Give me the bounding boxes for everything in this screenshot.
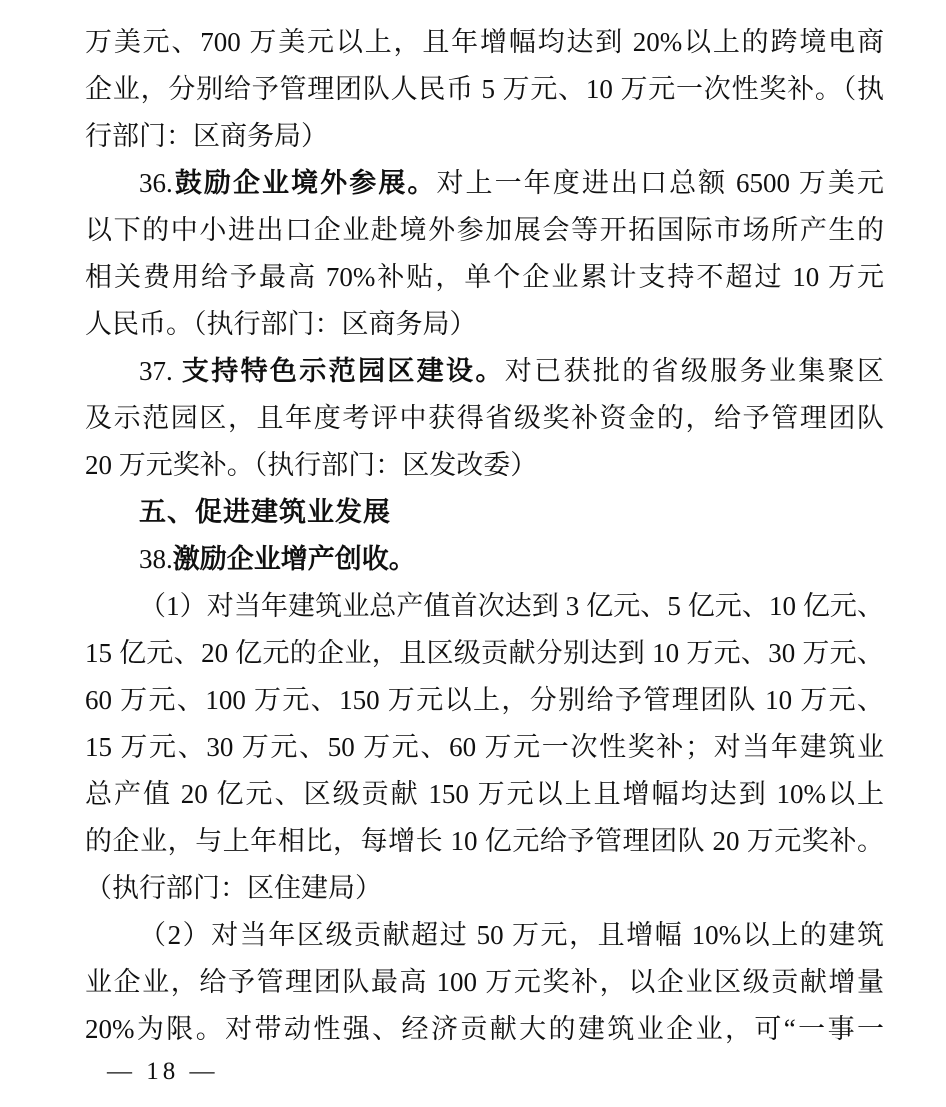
text-line: 20%为限。对带动性强、经济贡献大的建筑业企业，可“一事一 bbox=[85, 1014, 884, 1044]
item-number: 36. bbox=[139, 168, 173, 198]
text-line: 以下的中小进出口企业赴境外参加展会等开拓国际市场所产生的 bbox=[85, 215, 884, 245]
item-title: 激励企业增产创收。 bbox=[172, 544, 416, 574]
paragraph-carryover bbox=[85, 19, 884, 160]
text-line: 业企业，给予管理团队最高 100 万元奖补，以企业区级贡献增量 bbox=[85, 967, 884, 997]
text-line: 的企业，与上年相比，每增长 10 亿元给予管理团队 20 万元奖补。 bbox=[85, 826, 884, 856]
text-line: 万美元、700 万美元以上，且年增幅均达到 20%以上的跨境电商 bbox=[85, 27, 884, 57]
text-line: 相关费用给予最高 70%补贴，单个企业累计支持不超过 10 万元 bbox=[85, 262, 884, 292]
item-body-text: 对上一年度进出口总额 6500 万美元 bbox=[436, 168, 884, 198]
footer-page-number: — 18 — bbox=[107, 1058, 219, 1085]
text-line: 人民币。（执行部门：区商务局） bbox=[85, 309, 477, 339]
text-line: 20 万元奖补。（执行部门：区发改委） bbox=[85, 450, 538, 480]
text-line: 企业，分别给予管理团队人民币 5 万元、10 万元一次性奖补。（执 bbox=[85, 74, 884, 104]
text-line: （2）对当年区级贡献超过 50 万元，且增幅 10%以上的建筑 bbox=[139, 920, 884, 950]
text-line: 行部门：区商务局） bbox=[85, 121, 328, 151]
item-number: 37. bbox=[139, 356, 182, 386]
text-line: 15 亿元、20 亿元的企业，且区级贡献分别达到 10 万元、30 万元、 bbox=[85, 638, 884, 668]
paragraph-item-36 bbox=[85, 160, 884, 348]
section-heading: 五、促进建筑业发展 bbox=[139, 497, 391, 527]
paragraph-sub-2 bbox=[85, 912, 884, 1053]
paragraph-item-37 bbox=[85, 348, 884, 489]
item-title: 鼓励企业境外参展。 bbox=[172, 168, 437, 198]
text-line: 及示范园区，且年度考评中获得省级奖补资金的，给予管理团队 bbox=[85, 403, 884, 433]
text-line: （1）对当年建筑业总产值首次达到 3 亿元、5 亿元、10 亿元、 bbox=[139, 591, 884, 621]
text-line: 60 万元、100 万元、150 万元以上，分别给予管理团队 10 万元、 bbox=[85, 685, 884, 715]
paragraph-sub-1 bbox=[85, 583, 884, 912]
item-number: 38. bbox=[139, 544, 173, 574]
text-line: 总产值 20 亿元、区级贡献 150 万元以上且增幅均达到 10%以上 bbox=[85, 779, 884, 809]
text-line bbox=[85, 160, 884, 207]
text-line: （执行部门：区住建局） bbox=[85, 873, 382, 903]
paragraph-item-38 bbox=[85, 536, 884, 583]
item-title: 支持特色示范园区建设。 bbox=[181, 356, 505, 386]
item-body-text: 对已获批的省级服务业集聚区 bbox=[504, 356, 884, 386]
text-line bbox=[85, 348, 884, 395]
text-line: 15 万元、30 万元、50 万元、60 万元一次性奖补；对当年建筑业 bbox=[85, 732, 884, 762]
